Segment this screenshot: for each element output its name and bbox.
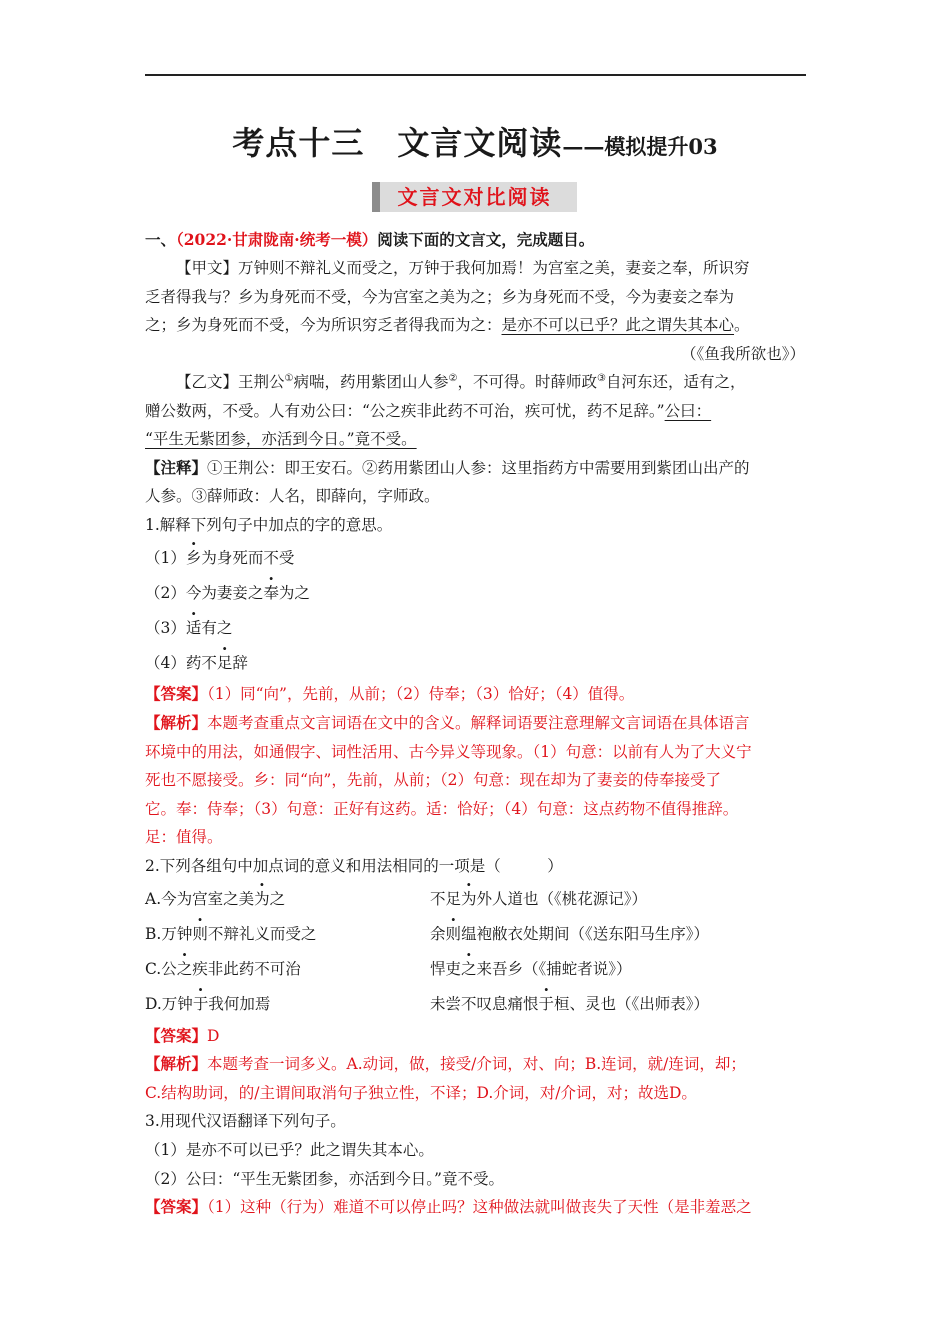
q1-item-1 — [145, 544, 294, 572]
jia-underlined-sentence: 是亦不可以已乎？此之谓失其本心 — [501, 316, 735, 334]
q1-explanation-2: 环境中的用法，如通假字、词性活用、古今异义等现象。（1）句意：以前有人为了大义宁 — [145, 743, 752, 761]
q2-d-left-text-a: D.万钟 — [145, 995, 193, 1013]
yi-text-3: ，不可得。时薛师政 — [457, 373, 597, 391]
q1-item-2-dotted: 奉 — [263, 584, 279, 602]
q3-answer-text: （1）这种（行为）难道不可以停止吗？这种做法就叫做丧失了天性（是非羞恶之 — [207, 1198, 752, 1216]
q2-answer-text: D — [207, 1027, 220, 1045]
q2-option-c-right — [430, 955, 632, 983]
q1-item-2 — [145, 579, 310, 607]
q2-option-d-right — [430, 990, 709, 1018]
q1-item-2-text-b: 为之 — [278, 584, 310, 602]
jia-line-3-text: 之；乡为身死而不受，今为所识穷乏者得我而为之： — [145, 316, 502, 334]
q2-d-left-dotted: 于 — [192, 995, 209, 1013]
q1-answer-text: （1）同“向”，先前，从前；（2）侍奉；（3）恰好；（4）值得。 — [207, 685, 635, 703]
q2-answer-label: 【答案】 — [145, 1026, 208, 1045]
section-banner — [372, 182, 577, 212]
q2-d-right-text-b: 桓、灵也（《出师表》） — [554, 995, 710, 1013]
q2-c-left-text-a: C.公 — [145, 960, 177, 978]
q2-b-right-dotted: 则 — [445, 925, 462, 943]
q2-d-left-text-b: 我何加焉 — [208, 995, 271, 1013]
banner-text: 文言文对比阅读 — [397, 185, 552, 209]
q1-explanation-label: 【解析】 — [145, 713, 208, 732]
q2-a-right-text-b: 外人道也（《桃花源记》） — [476, 890, 648, 908]
note-line-2: 人参。③薛师政：人名，即薛向，字师政。 — [145, 487, 440, 505]
q1-item-4-text-a: （4）药不 — [145, 654, 217, 672]
note-text: ①王荆公：即王安石。②药用紫团山人参：这里指药方中需要用到紫团山出产的 — [207, 459, 750, 477]
q2-explanation-text: 本题考查一词多义。A.动词，做，接受/介词，对、向；B.连词，就/连词，却； — [207, 1055, 746, 1073]
q2-option-c-left — [145, 955, 301, 983]
q2-option-d-left — [145, 990, 270, 1018]
title-sub: ——模拟提升03 — [562, 134, 718, 159]
yi-line-2-text: 赠公数两，不受。人有劝公曰：“公之疾非此药不可治，疾可忧，药不足辞。” — [145, 402, 665, 420]
section-source: （2022·甘肃陇南·统考一模） — [176, 230, 378, 249]
q2-a-left-text-a: A.今为宫室之美 — [145, 890, 255, 908]
q2-b-left-dotted: 则 — [192, 925, 208, 943]
q1-item-4-text-b: 辞 — [232, 654, 248, 672]
jia-line-2: 乏者得我与？乡为身死而不受，今为宫室之美为之；乡为身死而不受，今为妻妾之奉为 — [145, 288, 735, 306]
jia-line-3 — [145, 311, 750, 339]
q2-a-right-text-a: 不足 — [430, 890, 462, 908]
q1-item-3-text: 有之 — [201, 619, 233, 637]
q2-d-right-dotted: 于 — [538, 995, 555, 1013]
q2-c-right-text-b: 来吾乡（《捕蛇者说》） — [476, 960, 632, 978]
q3-answer-label: 【答案】 — [145, 1197, 208, 1216]
q1-item-3-num: （3） — [145, 619, 186, 637]
jia-line-3-end: 。 — [734, 316, 750, 334]
yi-line-2 — [145, 397, 711, 425]
q1-item-1-num: （1） — [145, 549, 186, 567]
q2-c-left-text-b: 疾非此药不可治 — [192, 960, 301, 978]
q1-explanation-4: 它。奉：侍奉；（3）句意：正好有这药。适：恰好；（4）句意：这点药物不值得推辞。 — [145, 800, 739, 818]
q1-answer-label: 【答案】 — [145, 684, 208, 703]
q2-c-right-dotted: 之 — [461, 960, 477, 978]
q2-explanation-label: 【解析】 — [145, 1054, 208, 1073]
title-main: 考点十三 文言文阅读 — [232, 124, 563, 162]
q1-explanation-1 — [145, 709, 750, 737]
q2-a-left-text-b: 之 — [269, 890, 286, 908]
jia-source: （《鱼我所欲也》） — [680, 345, 805, 363]
page-title — [0, 118, 950, 164]
q1-explanation-3: 死也不愿接受。乡：同“向”，先前，从前；（2）句意：现在却为了妻妾的侍奉接受了 — [145, 771, 721, 789]
yi-underlined-end: 竟不受。 — [354, 430, 417, 448]
header-rule — [145, 74, 806, 76]
yi-text-4: 自河东还，适有之， — [605, 373, 746, 391]
yi-line-3 — [145, 425, 417, 453]
q2-explanation-1 — [145, 1050, 746, 1078]
section-instruction: 阅读下面的文言文，完成题目。 — [377, 230, 595, 249]
q3-sentence-2: （2）公曰：“平生无紫团参，亦活到今日。”竟不受。 — [145, 1170, 504, 1188]
q2-b-right-text-b: 缊袍敝衣处期间（《送东阳马生序》） — [461, 925, 710, 943]
q1-explanation-5: 足：值得。 — [145, 828, 223, 846]
yi-line-1 — [176, 368, 745, 396]
section-number: 一、 — [145, 230, 177, 249]
q3-stem: 3.用现代汉语翻译下列句子。 — [145, 1112, 346, 1130]
q1-item-1-text: 为身死而不受 — [201, 549, 295, 567]
yi-text-2: 病喘，药用紫团山人参 — [293, 373, 449, 391]
yi-underlined-quote: “平生无紫团参，亦活到今日。” — [145, 430, 355, 448]
q1-item-4 — [145, 649, 248, 677]
yi-underlined-start: 公曰： — [664, 402, 712, 420]
q2-explanation-2: C.结构助词，的/主谓间取消句子独立性，不译；D.介词，对/介词，对；故选D。 — [145, 1084, 697, 1102]
q2-d-right-text-a: 未尝不叹息痛恨 — [430, 995, 539, 1013]
q1-item-4-dotted: 足 — [216, 654, 233, 672]
q2-b-right-text-a: 余 — [430, 925, 446, 943]
q2-b-left-text-b: 不辩礼义而受之 — [207, 925, 317, 943]
q2-a-left-dotted: 为 — [254, 890, 270, 908]
q1-item-2-text-a: （2）今为妻妾之 — [145, 584, 264, 602]
q3-sentence-1: （1）是亦不可以已乎？此之谓失其本心。 — [145, 1141, 434, 1159]
note-label: 【注释】 — [145, 458, 208, 477]
q3-answer — [145, 1193, 752, 1221]
q1-item-3-dotted: 适 — [185, 619, 202, 637]
jia-line-1: 【甲文】万钟则不辩礼义而受之，万钟于我何加焉！为宫室之美，妻妾之奉，所识穷 — [176, 259, 750, 277]
q2-answer — [145, 1022, 219, 1050]
note-marker-1: ① — [284, 372, 294, 384]
q2-b-left-text-a: B.万钟 — [145, 925, 193, 943]
section-heading — [145, 226, 594, 254]
q2-option-a-left — [145, 885, 285, 913]
q2-c-left-dotted: 之 — [176, 960, 193, 978]
q2-option-b-left — [145, 920, 316, 948]
q1-answer — [145, 680, 634, 708]
q2-c-right-text-a: 悍吏 — [430, 960, 462, 978]
q1-explanation-text: 本题考查重点文言词语在文中的含义。解释词语要注意理解文言词语在具体语言 — [207, 714, 750, 732]
q2-option-b-right — [430, 920, 709, 948]
yi-text-1: 【乙文】王荆公 — [176, 373, 285, 391]
q1-item-3 — [145, 614, 232, 642]
q1-stem: 1.解释下列句子中加点的字的意思。 — [145, 516, 393, 534]
note-line-1 — [145, 454, 750, 482]
note-marker-3: ③ — [596, 372, 606, 384]
q2-option-a-right — [430, 885, 647, 913]
q2-a-right-dotted: 为 — [461, 890, 477, 908]
note-marker-2: ② — [448, 372, 458, 384]
q2-stem: 2.下列各组句中加点词的意义和用法相同的一项是（ ） — [145, 857, 563, 875]
q1-item-1-dotted: 乡 — [185, 549, 202, 567]
